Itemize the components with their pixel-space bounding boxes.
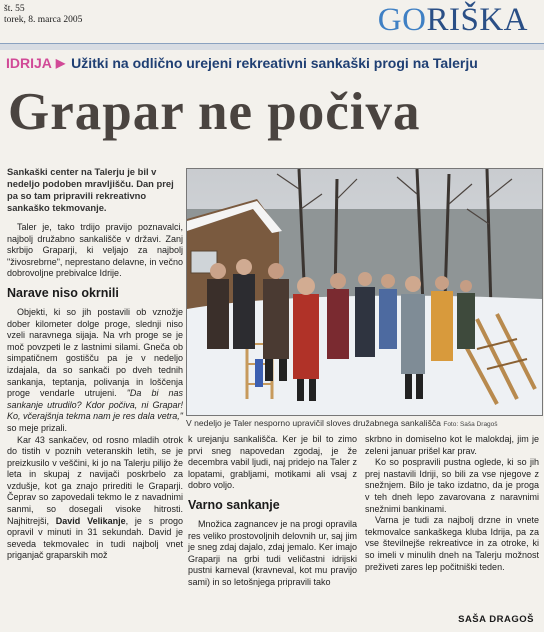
section-kicker: Užitki na odlično urejeni rekreativni sankaški progi na Talerju bbox=[71, 55, 478, 71]
masthead bbox=[0, 0, 544, 46]
quote: "Da bi nas sankanje utrudilo? Kdor počiva, ni Grapar! Ko, včerajšnja tekma nam je res dala vetra," bbox=[7, 388, 184, 422]
paragraph bbox=[7, 307, 183, 435]
section-region: IDRIJA bbox=[6, 55, 52, 71]
quote-tail: so meje prizali. bbox=[7, 422, 68, 433]
paragraph: Množica zagnancev je na progi opravila res veliko prostovoljnih delovnih ur, saj jim je sneg zdaj dajalo, zdaj jemalo. Ker imajo Graparji na grbi tudi veličastni idrijski pustni karneval (kravneval, kot mu pravijo sami) in so letošnjega pripravili tako bbox=[188, 518, 357, 587]
section-header bbox=[6, 52, 478, 74]
paragraph: Taler je, tako trdijo pravijo poznavalci, najbolj družabno sankališče v državi. Zanj skrbijo Graparji, ki veljajo za najbolj "živosrebrne", neprestano delavne, in večno dobrovoljne prebivalce Idrije. bbox=[7, 222, 183, 279]
issue-date: torek, 8. marca 2005 bbox=[4, 15, 83, 25]
photo-caption bbox=[186, 418, 542, 430]
person-name: David Velikanje bbox=[55, 515, 126, 526]
article-photo bbox=[186, 168, 543, 416]
article-column-1 bbox=[7, 222, 183, 562]
paragraph-text: Kar 43 sankačev, od rosno mladih otrok do tistih v poznih veteranskih letih, se je preizkusilo v veščini, ki jo na Talerju pilijo že leta in skupaj z navijači poskrbelo za vzdušje, kot ga znajo prirediti le Graparji. Čeprav so zapovedali tekmo le z navadnimi sanmi, so dosegali visoke hitrosti. Najhitrejši, bbox=[7, 434, 183, 526]
byline: SAŠA DRAGOŠ bbox=[458, 614, 534, 625]
paragraph-text: Objekti, ki so jih postavili ob vznožje dober kilometer dolge proge, slednji niso vzeli naravnega sijaja. Na vrh proge se je moč povzpeti le z lastnimi silami. Gneča ob simpatičnem gostišču pa je v nedeljo izdajala, da so sankači po dveh tednih sankanja, teptanja, polivanja in loščenja proge vendarle utrujeni. bbox=[7, 306, 183, 399]
paragraph bbox=[7, 435, 183, 563]
subheading-safe-sledding: Varno sankanje bbox=[188, 497, 280, 512]
newspaper-name-part2: RIŠKA bbox=[426, 2, 528, 38]
paragraph: Varna je tudi za najbolj drzne in vnete tekmovalce sankaškega kluba Idrija, pa za vse številnejše rekreativce in za otroke, ki so imeli v minulih dneh na Talerju možnost preživeti zares lep počitniški teden. bbox=[365, 515, 539, 572]
photo-credit: Foto: Saša Dragoš bbox=[443, 421, 498, 428]
paragraph-text: , je s progo opravil v minuti in 31 sekundah. David je seveda tekmovalec in tudi najbolj vnet priganjač graparskih mož bbox=[7, 515, 183, 561]
subheading-nature: Narave niso okrnili bbox=[7, 285, 119, 300]
play-arrow-icon: ▶ bbox=[55, 56, 66, 70]
article-column-3 bbox=[365, 434, 539, 573]
issue-info bbox=[4, 4, 82, 26]
article-lead: Sankaški center na Talerju je bil v nedeljo podoben mravljišču. Dan prej pa so tam pripravili rekreativno sankaško tekmovanje. bbox=[7, 166, 174, 213]
newspaper-name-part1: GO bbox=[377, 2, 427, 38]
paragraph: skrbno in domiselno kot le malokdaj, jim je zeleni januar prišel kar prav. bbox=[365, 434, 539, 456]
issue-number: št. 55 bbox=[4, 4, 25, 14]
sledding-crowd-photo bbox=[187, 169, 542, 415]
paragraph: Ko so pospravili pustna oglede, ki so jih prej nastavili Idriji, so bili za vse njegove z snežnjem. Bilo je tako izdatno, da je proga v teh dneh lepo zavarovana z naravnimi snežnimi bankinami. bbox=[365, 457, 539, 514]
newspaper-name bbox=[378, 0, 528, 40]
article-column-2 bbox=[188, 434, 357, 589]
masthead-rule bbox=[0, 43, 544, 50]
caption-text: V nedeljo je Taler nesporno upravičil sloves družabnega sankališča bbox=[186, 418, 441, 428]
paragraph: k urejanju sankališča. Ker je bil to zimo prvi sneg napovedan zgodaj, je že decembra vabil ljudi, naj pridejo na Taler z lopatami, grabljami, motikami ali vsaj z dobro voljo. bbox=[188, 434, 357, 491]
article-title: Grapar ne počiva bbox=[8, 83, 421, 141]
